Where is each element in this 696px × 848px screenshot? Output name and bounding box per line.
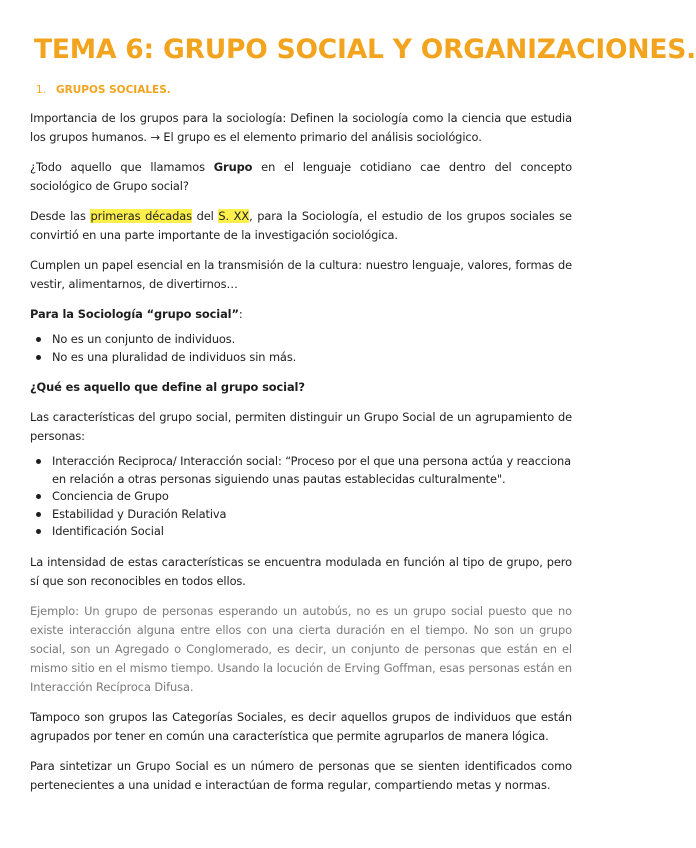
document-body bbox=[30, 109, 572, 806]
paragraph-categories: Tampoco son grupos las Categorías Sociales, es decir aquellos grupos de individuos que están agrupados por tener en común una característica que permite agruparlos de manera lógica. bbox=[30, 709, 572, 743]
paragraph-history bbox=[30, 207, 572, 245]
section-heading bbox=[36, 84, 171, 96]
highlight-siglo-xx: S. XX bbox=[218, 209, 250, 223]
bold-term-grupo: Grupo bbox=[213, 160, 253, 174]
paragraph-intensity: La intensidad de estas características se encuentra modulada en función al tipo de grupo, pero sí que son reconocibles en todos ellos. bbox=[30, 554, 572, 588]
list-characteristics bbox=[30, 453, 572, 541]
list-item: Identificación Social bbox=[30, 523, 572, 541]
section-heading-text: GRUPOS SOCIALES. bbox=[56, 84, 171, 96]
page-title: TEMA 6: GRUPO SOCIAL Y ORGANIZACIONES. bbox=[34, 34, 696, 65]
list-item: Estabilidad y Duración Relativa bbox=[30, 506, 572, 524]
text-fragment: del bbox=[192, 209, 219, 223]
list-not-group bbox=[30, 331, 572, 366]
paragraph-example: Ejemplo: Un grupo de personas esperando un autobús, no es un grupo social puesto que no existe interacción alguna entre ellos con una cierta duración en el tiempo. No son un grupo social, son un Agregado o Conglomerado, es decir, un conjunto de personas que están en el mismo sitio en el mismo tiempo. Usando la locución de Erving Goffman, esas personas están en Interacción Recíproca Difusa. bbox=[30, 603, 572, 694]
section-number: 1. bbox=[36, 84, 47, 96]
paragraph-importance: Importancia de los grupos para la sociología: Definen la sociología como la ciencia que estudia los grupos humanos. → El grupo es el elemento primario del análisis sociológico. bbox=[30, 111, 572, 144]
paragraph-question-define bbox=[30, 378, 572, 397]
text-fragment: ¿Todo aquello que llamamos bbox=[30, 160, 214, 174]
paragraph-characteristics: Las características del grupo social, permiten distinguir un Grupo Social de un agrupamiento de personas: bbox=[30, 410, 572, 443]
text-fragment: en el lenguaje cotidiano cae dentro del concepto sociológico de Grupo social? bbox=[30, 160, 572, 193]
list-item: No es una pluralidad de individuos sin más. bbox=[30, 349, 572, 367]
bold-question: ¿Qué es aquello que define al grupo social? bbox=[30, 380, 305, 394]
paragraph-question-grupo bbox=[30, 158, 572, 196]
text-fragment: : bbox=[238, 307, 243, 321]
highlight-primeras-decadas: primeras décadas bbox=[90, 209, 193, 223]
paragraph-culture: Cumplen un papel esencial en la transmisión de la cultura: nuestro lenguaje, valores, formas de vestir, alimentarnos, de divertirnos… bbox=[30, 258, 572, 291]
text-fragment: , para la Sociología, el estudio de los grupos sociales se convirtió en una parte importante de la investigación sociológica. bbox=[30, 209, 572, 242]
list-item: No es un conjunto de individuos. bbox=[30, 331, 572, 349]
list-item: Interacción Reciproca/ Interacción social: “Proceso por el que una persona actúa y reacciona en relación a otras personas siguiendo unas pautas establecidas culturalmente". bbox=[30, 453, 572, 488]
text-fragment: Desde las bbox=[30, 209, 91, 223]
list-item: Conciencia de Grupo bbox=[30, 488, 572, 506]
bold-label: Para la Sociología “grupo social” bbox=[30, 307, 239, 321]
paragraph-summary: Para sintetizar un Grupo Social es un número de personas que se sienten identificados como pertenecientes a una unidad e interactúan de forma regular, compartiendo metas y normas. bbox=[30, 758, 572, 792]
paragraph-definition-label bbox=[30, 305, 572, 324]
